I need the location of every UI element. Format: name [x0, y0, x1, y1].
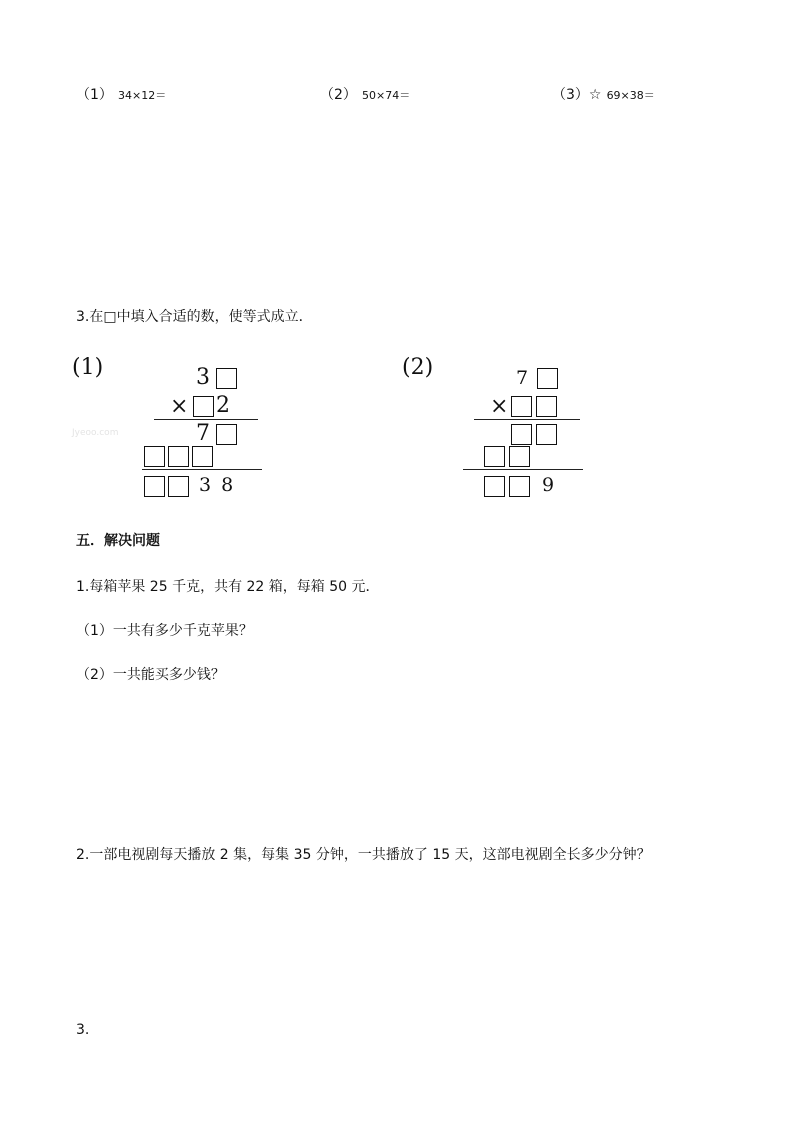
puzzle-2-blank-h[interactable] — [484, 476, 505, 497]
puzzle-2-blank-i[interactable] — [509, 476, 530, 497]
puzzle-1-blank-e[interactable] — [168, 446, 189, 467]
puzzle-2-line-2 — [463, 469, 583, 470]
problem-3-number: 3. — [76, 1022, 90, 1038]
puzzle-1-blank-d[interactable] — [144, 446, 165, 467]
puzzle-1-mult-digit: 2 — [216, 393, 230, 418]
puzzle-1-line-2 — [142, 469, 262, 470]
puzzle-1-blank-b[interactable] — [193, 396, 214, 417]
calc-item-3-expression: 69×38＝ — [606, 89, 655, 102]
puzzle-2-blank-a[interactable] — [537, 368, 558, 389]
puzzle-1-top-digit: 3 — [196, 365, 210, 390]
puzzle-2-label: (2) — [402, 355, 434, 380]
calc-item-1 — [76, 84, 166, 104]
puzzle-1-partial-digit: 7 — [196, 421, 210, 446]
puzzle-1-blank-a[interactable] — [216, 368, 237, 389]
problem-1-question-2: （2）一共能买多少钱？ — [76, 667, 225, 683]
puzzle-1-watermark: Jyeoo.com — [72, 428, 119, 438]
calc-item-2-number: （2） — [320, 87, 357, 103]
problem-1-question-1: （1）一共有多少千克苹果？ — [76, 623, 253, 639]
puzzle-1-blank-c[interactable] — [216, 424, 237, 445]
problem-1-stem: 1.每箱苹果 25 千克，共有 22 箱，每箱 50 元． — [76, 579, 380, 595]
calc-item-1-number: （1） — [76, 87, 113, 103]
puzzle-1-blank-f[interactable] — [192, 446, 213, 467]
calc-item-2-expression: 50×74＝ — [362, 89, 411, 102]
question-3-title: 3.在□中填入合适的数，使等式成立． — [76, 309, 313, 325]
puzzle-2-blank-c[interactable] — [536, 396, 557, 417]
puzzle-2-blank-e[interactable] — [536, 424, 557, 445]
puzzle-2-line-1 — [474, 419, 580, 420]
puzzle-2-blank-b[interactable] — [511, 396, 532, 417]
puzzle-2-blank-d[interactable] — [511, 424, 532, 445]
puzzle-2-times-sign: × — [490, 394, 509, 419]
puzzle-2-blank-f[interactable] — [484, 446, 505, 467]
puzzle-2-top-digit: 7 — [516, 367, 529, 389]
calc-item-1-expression: 34×12＝ — [118, 89, 167, 102]
calc-item-3-number: （3）☆ — [552, 87, 602, 103]
section-5-title: 五．解决问题 — [76, 533, 160, 549]
puzzle-2-blank-g[interactable] — [509, 446, 530, 467]
puzzle-1-result-digits: 3 8 — [199, 474, 236, 496]
puzzle-2-result-digit: 9 — [542, 474, 555, 496]
puzzle-1-blank-h[interactable] — [168, 476, 189, 497]
puzzle-1-blank-g[interactable] — [144, 476, 165, 497]
problem-2-text: 2.一部电视剧每天播放 2 集，每集 35 分钟，一共播放了 15 天，这部电视剧全长多少分钟？ — [76, 847, 651, 863]
puzzle-1-times-sign: × — [170, 394, 189, 419]
calc-item-3 — [552, 84, 655, 104]
puzzle-1-label: (1) — [72, 355, 104, 380]
calc-item-2 — [320, 84, 410, 104]
